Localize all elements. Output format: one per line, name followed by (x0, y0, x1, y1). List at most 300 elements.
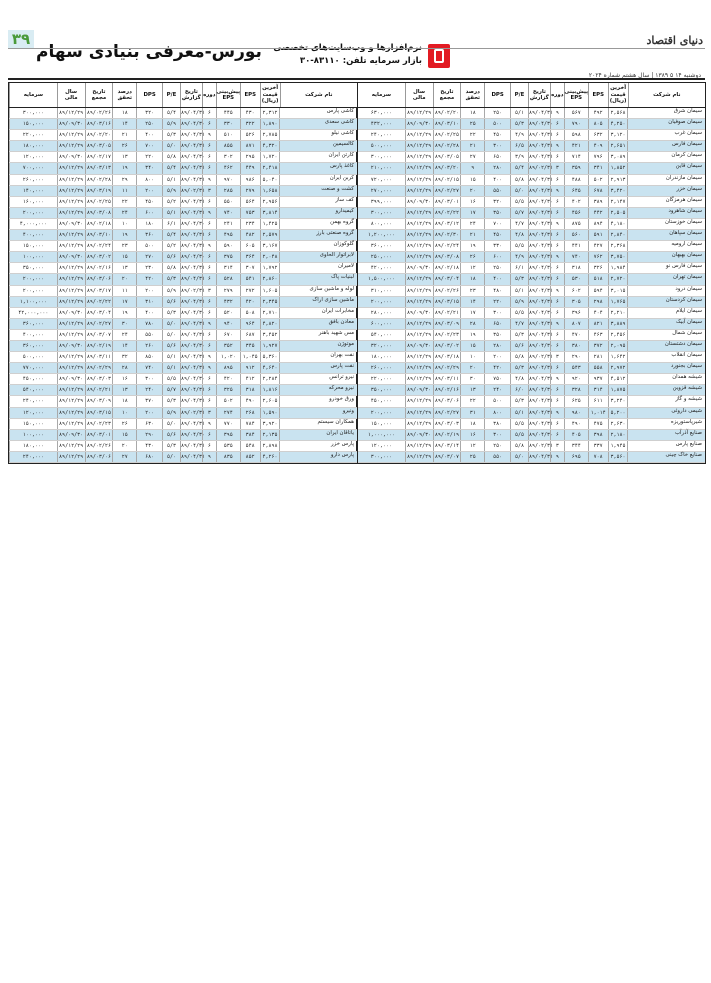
cell-last-price: ۲,۵۷۹ (260, 230, 280, 240)
cell-achievement: ۲۵ (460, 119, 484, 129)
table-row (9, 130, 357, 141)
cell-fiscal-year: ۸۹/۰۹/۳۰ (405, 308, 433, 318)
cell-capital: ۲۷۰,۰۰۰ (357, 186, 405, 196)
cell-company-name: شیرپاستوریزه (627, 419, 705, 429)
cell-eps: ۸۷۱ (240, 141, 260, 151)
table-row (357, 341, 705, 352)
top-rule (8, 78, 705, 80)
cell-eps: ۶۷۸ (588, 186, 608, 196)
table-row (9, 308, 357, 319)
cell-dps: ۲۲۰ (484, 297, 510, 307)
cell-period: ۶ (550, 130, 564, 140)
cell-last-price: ۳,۰۸۹ (608, 152, 628, 162)
cell-achievement: ۱۹ (112, 308, 136, 318)
cell-period: ۶ (202, 230, 216, 240)
cell-last-price: ۲,۳۴۵ (260, 297, 280, 307)
table-row (357, 330, 705, 341)
cell-dps: ۳۰۰ (484, 430, 510, 440)
cell-fiscal-year: ۸۹/۱۲/۲۹ (57, 297, 85, 307)
cell-meeting-date: ۸۹/۰۳/۰۶ (85, 452, 113, 462)
header-achievement: درصد تحقق (112, 83, 136, 107)
cell-capital: ۲۲۰,۰۰۰ (9, 130, 57, 140)
cell-report-date: ۸۹/۰۴/۳۰ (528, 197, 550, 207)
cell-meeting-date: ۸۹/۰۳/۰۹ (433, 319, 461, 329)
cell-eps-forecast: ۲۷۹ (216, 286, 240, 296)
cell-pe: ۵/۵ (510, 419, 528, 429)
cell-meeting-date: ۸۹/۰۲/۲۵ (85, 197, 113, 207)
cell-eps: ۲۷۲ (240, 286, 260, 296)
cell-fiscal-year: ۸۹/۱۲/۲۹ (57, 385, 85, 395)
header-last-price: آخرین قیمت (ریال) (608, 83, 628, 107)
table-row (9, 197, 357, 208)
cell-meeting-date: ۸۹/۰۲/۱۹ (85, 341, 113, 351)
cell-company-name: کالسیمین (279, 141, 357, 151)
cell-report-date: ۸۹/۰۴/۳۰ (528, 119, 550, 129)
cell-report-date: ۸۹/۰۴/۳۰ (528, 263, 550, 273)
header-fiscal-year: سال مالی (57, 83, 85, 107)
cell-period: ۶ (550, 263, 564, 273)
cell-dps: ۳۱۰ (136, 297, 162, 307)
table-row (9, 119, 357, 130)
cell-meeting-date: ۸۹/۰۳/۱۱ (85, 352, 113, 362)
cell-meeting-date: ۸۹/۰۲/۲۸ (85, 175, 113, 185)
cell-eps: ۳۴۵ (240, 341, 260, 351)
cell-dps: ۲۰۰ (484, 352, 510, 362)
cell-company-name: ورق خودرو (279, 396, 357, 406)
cell-period: ۶ (202, 396, 216, 406)
cell-dps: ۴۲۰ (484, 363, 510, 373)
cell-report-date: ۸۹/۰۴/۳۱ (180, 108, 202, 118)
cell-eps: ۵۱۸ (588, 274, 608, 284)
cell-pe: ۵/۶ (162, 430, 180, 440)
cell-achievement: ۱۸ (460, 419, 484, 429)
cell-fiscal-year: ۸۹/۱۲/۲۹ (57, 274, 85, 284)
cell-meeting-date: ۸۹/۰۳/۰۲ (85, 252, 113, 262)
cell-period: ۶ (202, 152, 216, 162)
cell-report-date: ۸۹/۰۴/۳۱ (528, 319, 550, 329)
cell-fiscal-year: ۸۹/۱۲/۲۹ (405, 374, 433, 384)
cell-period: ۶ (550, 197, 564, 207)
cell-eps-forecast: ۷۷۰ (216, 419, 240, 429)
cell-eps-forecast: ۳۰۵ (564, 297, 588, 307)
cell-company-name: سیمان آبیک (627, 319, 705, 329)
cell-dps: ۵۵۰ (484, 452, 510, 462)
page-title: بورس-معرفی بنیادی سهام (36, 42, 262, 62)
cell-company-name: سیمان کرمان (627, 152, 705, 162)
cell-eps-forecast: ۵۳۰ (564, 274, 588, 284)
cell-eps: ۱,۰۴۵ (240, 352, 260, 362)
cell-capital: ۶۰۰,۰۰۰ (357, 319, 405, 329)
cell-eps-forecast: ۲۹۰ (564, 352, 588, 362)
cell-pe: ۵/۳ (510, 396, 528, 406)
cell-achievement: ۲۳ (460, 286, 484, 296)
cell-meeting-date: ۸۹/۰۲/۲۰ (85, 130, 113, 140)
cell-eps: ۳۱۸ (240, 385, 260, 395)
cell-pe: ۵/۳ (162, 274, 180, 284)
cell-period: ۳ (202, 186, 216, 196)
header-divider (8, 48, 705, 49)
cell-last-price: ۳,۲۴۰ (608, 396, 628, 406)
header-capital: سرمایه (357, 83, 405, 107)
table-row (9, 341, 357, 352)
cell-period: ۹ (550, 319, 564, 329)
cell-pe: ۵/۳ (162, 441, 180, 451)
cell-achievement: ۱۵ (460, 175, 484, 185)
cell-company-name: پارس دارو (279, 452, 357, 462)
cell-achievement: ۲۱ (112, 130, 136, 140)
cell-fiscal-year: ۸۹/۱۲/۲۹ (405, 230, 433, 240)
cell-achievement: ۲۰ (112, 441, 136, 451)
cell-dps: ۲۴۰ (136, 385, 162, 395)
cell-eps: ۶۱۱ (588, 396, 608, 406)
cell-report-date: ۸۹/۰۴/۳۰ (528, 430, 550, 440)
cell-report-date: ۸۹/۰۴/۳۱ (528, 108, 550, 118)
cell-fiscal-year: ۸۹/۰۹/۳۰ (57, 341, 85, 351)
cell-meeting-date: ۸۹/۰۳/۱۱ (433, 374, 461, 384)
cell-dps: ۴۰۰ (136, 308, 162, 318)
cell-dps: ۷۴۰ (136, 363, 162, 373)
cell-fiscal-year: ۸۹/۱۲/۲۹ (57, 197, 85, 207)
cell-last-price: ۲,۵۶۸ (608, 108, 628, 118)
cell-eps: ۵۹۱ (588, 230, 608, 240)
cell-report-date: ۸۹/۰۴/۳۱ (180, 352, 202, 362)
header-eps-forecast: پیش‌بینی EPS (216, 83, 240, 107)
cell-report-date: ۸۹/۰۴/۳۱ (528, 330, 550, 340)
cell-meeting-date: ۸۹/۰۲/۲۳ (85, 419, 113, 429)
cell-period: ۶ (202, 341, 216, 351)
cell-period: ۹ (550, 108, 564, 118)
cell-pe: ۳/۹ (510, 152, 528, 162)
cell-meeting-date: ۸۹/۰۳/۰۸ (85, 208, 113, 218)
cell-capital: ۷۲۰,۰۰۰ (357, 175, 405, 185)
cell-dps: ۳۶۰ (136, 230, 162, 240)
cell-report-date: ۸۹/۰۴/۳۰ (180, 430, 202, 440)
cell-eps-forecast: ۴۴۱ (564, 241, 588, 251)
cell-period: ۹ (202, 363, 216, 373)
cell-last-price: ۳,۷۵۰ (608, 252, 628, 262)
cell-dps: ۴۳۰ (136, 441, 162, 451)
cell-eps: ۳۷۲ (588, 341, 608, 351)
cell-fiscal-year: ۸۹/۱۲/۲۹ (57, 186, 85, 196)
cell-dps: ۲۰۰ (136, 408, 162, 418)
cell-report-date: ۸۹/۰۴/۳۱ (180, 297, 202, 307)
cell-dps: ۴۲۰ (136, 274, 162, 284)
cell-report-date: ۸۹/۰۴/۳۱ (528, 363, 550, 373)
cell-report-date: ۸۹/۰۴/۳۱ (528, 286, 550, 296)
cell-dps: ۲۰۰ (136, 186, 162, 196)
cell-fiscal-year: ۸۹/۰۹/۳۰ (57, 119, 85, 129)
cell-eps-forecast: ۱,۰۲۰ (216, 352, 240, 362)
table-row (9, 241, 357, 252)
cell-period: ۶ (202, 385, 216, 395)
cell-meeting-date: ۸۹/۰۲/۲۵ (433, 130, 461, 140)
cell-last-price: ۲,۷۸۵ (260, 130, 280, 140)
cell-eps: ۴۳۰ (240, 108, 260, 118)
cell-fiscal-year: ۸۹/۱۲/۲۹ (405, 163, 433, 173)
cell-period: ۶ (550, 341, 564, 351)
cell-eps-forecast: ۳۸۰ (564, 341, 588, 351)
cell-fiscal-year: ۸۹/۱۲/۲۹ (405, 108, 433, 118)
cell-last-price: ۲,۶۵۱ (608, 141, 628, 151)
cell-achievement: ۱۹ (460, 241, 484, 251)
cell-report-date: ۸۹/۰۴/۳۱ (528, 208, 550, 218)
cell-last-price: ۱,۶۴۲ (608, 352, 628, 362)
cell-achievement: ۱۵ (460, 341, 484, 351)
cell-eps: ۴۰۴ (588, 308, 608, 318)
cell-dps: ۲۰۰ (136, 286, 162, 296)
cell-company-name: معادن بافق (279, 319, 357, 329)
cell-achievement: ۲۹ (112, 175, 136, 185)
table-row (357, 197, 705, 208)
cell-capital: ۲۶۰,۰۰۰ (9, 175, 57, 185)
table-row (357, 308, 705, 319)
cell-achievement: ۲۶ (112, 141, 136, 151)
cell-dps: ۲۲۰ (136, 152, 162, 162)
cell-period: ۶ (202, 274, 216, 284)
cell-dps: ۴۰۰ (136, 130, 162, 140)
table-row (357, 186, 705, 197)
cell-eps-forecast: ۳۹۶ (564, 308, 588, 318)
cell-fiscal-year: ۸۹/۱۲/۲۹ (405, 252, 433, 262)
cell-last-price: ۲,۲۱۰ (608, 308, 628, 318)
cell-achievement: ۱۵ (112, 430, 136, 440)
cell-eps-forecast: ۳۴۴ (564, 441, 588, 451)
cell-eps-forecast: ۵۶۷ (564, 108, 588, 118)
cell-achievement: ۱۲ (460, 441, 484, 451)
cell-period: ۹ (202, 419, 216, 429)
cell-capital: ۱۵۰,۰۰۰ (357, 419, 405, 429)
cell-report-date: ۸۹/۰۴/۳۰ (180, 341, 202, 351)
table-row (9, 297, 357, 308)
cell-last-price: ۳,۹۲۰ (260, 419, 280, 429)
cell-meeting-date: ۸۹/۰۲/۲۸ (433, 141, 461, 151)
cell-meeting-date: ۸۹/۰۳/۱۴ (433, 441, 461, 451)
cell-company-name: کاشی نیلو (279, 130, 357, 140)
cell-capital: ۳۰۰,۰۰۰ (357, 452, 405, 462)
cell-achievement: ۲۶ (460, 252, 484, 262)
cell-report-date: ۸۹/۰۴/۳۱ (180, 130, 202, 140)
cell-company-name: سیمان بجنورد (627, 363, 705, 373)
cell-dps: ۸۰۰ (484, 408, 510, 418)
cell-company-name: گلوکوزان (279, 241, 357, 251)
cell-report-date: ۸۹/۰۴/۳۱ (528, 374, 550, 384)
cell-report-date: ۸۹/۰۴/۳۱ (528, 130, 550, 140)
cell-period: ۶ (550, 119, 564, 129)
cell-fiscal-year: ۸۹/۱۲/۲۹ (57, 130, 85, 140)
advertisement[interactable] (273, 42, 450, 72)
cell-pe: ۵/۲ (162, 241, 180, 251)
cell-meeting-date: ۸۹/۰۲/۲۹ (85, 363, 113, 373)
cell-fiscal-year: ۸۹/۱۲/۲۹ (405, 219, 433, 229)
cell-dps: ۷۸۰ (136, 319, 162, 329)
cell-achievement: ۲۰ (112, 274, 136, 284)
cell-capital: ۴۳۲,۰۰۰ (357, 119, 405, 129)
cell-company-name: سیمان بهبهان (627, 252, 705, 262)
cell-pe: ۵/۰ (510, 452, 528, 462)
cell-period: ۹ (550, 141, 564, 151)
cell-capital: ۲۰۰,۰۰۰ (357, 408, 405, 418)
header-pe: P/E (510, 83, 528, 107)
cell-fiscal-year: ۸۹/۱۲/۲۹ (57, 452, 85, 462)
cell-period: ۹ (550, 374, 564, 384)
cell-eps: ۹۱۲ (240, 363, 260, 373)
cell-capital: ۳۰۰,۰۰۰ (9, 108, 57, 118)
cell-achievement: ۲۲ (460, 130, 484, 140)
cell-dps: ۵۰۰ (484, 119, 510, 129)
cell-period: ۶ (550, 274, 564, 284)
cell-report-date: ۸۹/۰۴/۳۱ (528, 419, 550, 429)
cell-capital: ۱۲۰,۰۰۰ (9, 152, 57, 162)
cell-meeting-date: ۸۹/۰۲/۲۷ (433, 186, 461, 196)
cell-period: ۶ (550, 385, 564, 395)
cell-period: ۹ (550, 408, 564, 418)
cell-company-name: نیرو محرکه (279, 385, 357, 395)
cell-meeting-date: ۸۹/۰۳/۱۹ (85, 186, 113, 196)
table-row (357, 297, 705, 308)
cell-achievement: ۱۴ (112, 341, 136, 351)
cell-dps: ۴۰۰ (484, 175, 510, 185)
cell-fiscal-year: ۸۹/۰۹/۳۰ (57, 152, 85, 162)
cell-achievement: ۱۹ (460, 330, 484, 340)
cell-last-price: ۴,۶۴۰ (260, 363, 280, 373)
cell-fiscal-year: ۸۹/۱۲/۲۹ (405, 419, 433, 429)
cell-company-name: سیمان خوزستان (627, 219, 705, 229)
cell-achievement: ۲۱ (460, 141, 484, 151)
cell-fiscal-year: ۸۹/۱۲/۲۹ (405, 152, 433, 162)
cell-capital: ۳۶۰,۰۰۰ (9, 341, 57, 351)
cell-last-price: ۲,۱۳۵ (260, 430, 280, 440)
cell-pe: ۵/۶ (510, 341, 528, 351)
cell-eps-forecast: ۸۳۵ (216, 452, 240, 462)
table-row (9, 186, 357, 197)
cell-company-name: صنایع خاک چینی (627, 452, 705, 462)
cell-capital: ۱,۵۰۰,۰۰۰ (357, 274, 405, 284)
cell-report-date: ۸۹/۰۴/۳۱ (180, 330, 202, 340)
cell-capital: ۴,۰۰۰,۰۰۰ (9, 219, 57, 229)
cell-eps: ۳۶۴ (240, 252, 260, 262)
cell-pe: ۵/۱ (162, 352, 180, 362)
cell-dps: ۲۴۰ (484, 385, 510, 395)
cell-period: ۶ (550, 297, 564, 307)
cell-pe: ۵/۹ (162, 119, 180, 129)
table-row (357, 419, 705, 430)
stock-table-left (8, 82, 358, 464)
cell-fiscal-year: ۸۹/۱۲/۲۹ (57, 141, 85, 151)
cell-dps: ۴۰۰ (484, 274, 510, 284)
cell-eps-forecast: ۹۷۰ (216, 175, 240, 185)
cell-achievement: ۱۳ (112, 385, 136, 395)
header-period: دوره (202, 83, 216, 107)
cell-last-price: ۲,۳۱۲ (260, 108, 280, 118)
cell-dps: ۲۵۰ (484, 108, 510, 118)
cell-report-date: ۸۹/۰۴/۳۱ (180, 319, 202, 329)
cell-fiscal-year: ۸۹/۱۲/۲۹ (57, 441, 85, 451)
cell-fiscal-year: ۸۹/۰۹/۳۰ (405, 263, 433, 273)
cell-last-price: ۴,۲۶۰ (260, 452, 280, 462)
table-row (357, 130, 705, 141)
cell-eps: ۸۲۱ (588, 319, 608, 329)
cell-dps: ۷۰۰ (484, 219, 510, 229)
cell-company-name: لوله و ماشین سازی (279, 286, 357, 296)
cell-achievement: ۱۹ (112, 163, 136, 173)
cell-dps: ۲۳۰ (136, 263, 162, 273)
cell-pe: ۵/۱ (510, 408, 528, 418)
cell-meeting-date: ۸۹/۰۲/۱۵ (433, 175, 461, 185)
cell-pe: ۵/۴ (162, 230, 180, 240)
cell-period: ۶ (550, 208, 564, 218)
cell-capital: ۸۰۰,۰۰۰ (357, 219, 405, 229)
cell-company-name: شیمی داروئی (627, 408, 705, 418)
cell-pe: ۶/۱ (162, 219, 180, 229)
cell-report-date: ۸۹/۰۴/۳۰ (180, 252, 202, 262)
cell-company-name: موتوژن (279, 341, 357, 351)
cell-eps: ۱,۰۱۴ (588, 408, 608, 418)
cell-pe: ۵/۴ (162, 163, 180, 173)
cell-achievement: ۲۲ (460, 396, 484, 406)
cell-capital: ۱,۰۰۰,۰۰۰ (357, 430, 405, 440)
cell-capital: ۴۲,۰۰۰,۰۰۰ (9, 308, 57, 318)
cell-meeting-date: ۸۹/۰۳/۰۵ (433, 152, 461, 162)
cell-eps: ۷۹۶ (588, 152, 608, 162)
cell-period: ۶ (202, 297, 216, 307)
cell-capital: ۳۵۰,۰۰۰ (357, 385, 405, 395)
cell-achievement: ۱۳ (460, 385, 484, 395)
cell-last-price: ۲,۵۰۵ (608, 208, 628, 218)
table-row (357, 241, 705, 252)
cell-eps: ۲۶۸ (240, 408, 260, 418)
cell-fiscal-year: ۸۹/۱۲/۲۹ (57, 319, 85, 329)
cell-last-price: ۳,۱۲۰ (608, 130, 628, 140)
cell-company-name: گروه بهمن (279, 219, 357, 229)
cell-company-name: یاتاقان ایران (279, 430, 357, 440)
header-meeting-date: تاریخ مجمع (433, 83, 461, 107)
cell-period: ۶ (550, 230, 564, 240)
cell-company-name: سیمان قاین (627, 163, 705, 173)
cell-last-price: ۵,۲۰۰ (608, 408, 628, 418)
cell-last-price: ۱,۸۷۵ (608, 385, 628, 395)
cell-fiscal-year: ۸۹/۱۲/۲۹ (57, 352, 85, 362)
cell-pe: ۵/۸ (162, 263, 180, 273)
cell-capital: ۲۴۰,۰۰۰ (9, 396, 57, 406)
cell-capital: ۲۸۰,۰۰۰ (357, 308, 405, 318)
cell-achievement: ۱۷ (460, 308, 484, 318)
cell-achievement: ۲۷ (112, 452, 136, 462)
cell-period: ۶ (202, 374, 216, 384)
table-row (9, 363, 357, 374)
cell-company-name: کشت و صنعت (279, 186, 357, 196)
cell-report-date: ۸۹/۰۴/۳۱ (180, 441, 202, 451)
cell-pe: ۵/۶ (162, 252, 180, 262)
cell-achievement: ۱۷ (112, 297, 136, 307)
cell-last-price: ۱,۴۲۵ (260, 219, 280, 229)
cell-last-price: ۱,۸۵۲ (608, 163, 628, 173)
cell-dps: ۶۰۰ (484, 252, 510, 262)
table-row (357, 263, 705, 274)
cell-pe: ۶/۵ (510, 141, 528, 151)
cell-period: ۶ (202, 197, 216, 207)
cell-achievement: ۲۴ (460, 219, 484, 229)
cell-pe: ۵/۳ (510, 274, 528, 284)
cell-dps: ۲۵۰ (484, 263, 510, 273)
cell-last-price: ۱,۷۹۲ (260, 263, 280, 273)
cell-capital: ۱۸۰,۰۰۰ (9, 141, 57, 151)
cell-eps-forecast: ۸۵۵ (216, 141, 240, 151)
cell-eps: ۴۲۷ (588, 241, 608, 251)
table-row (357, 352, 705, 363)
cell-capital: ۲۲۰,۰۰۰ (357, 374, 405, 384)
cell-achievement: ۱۸ (460, 274, 484, 284)
cell-pe: ۴/۸ (510, 230, 528, 240)
